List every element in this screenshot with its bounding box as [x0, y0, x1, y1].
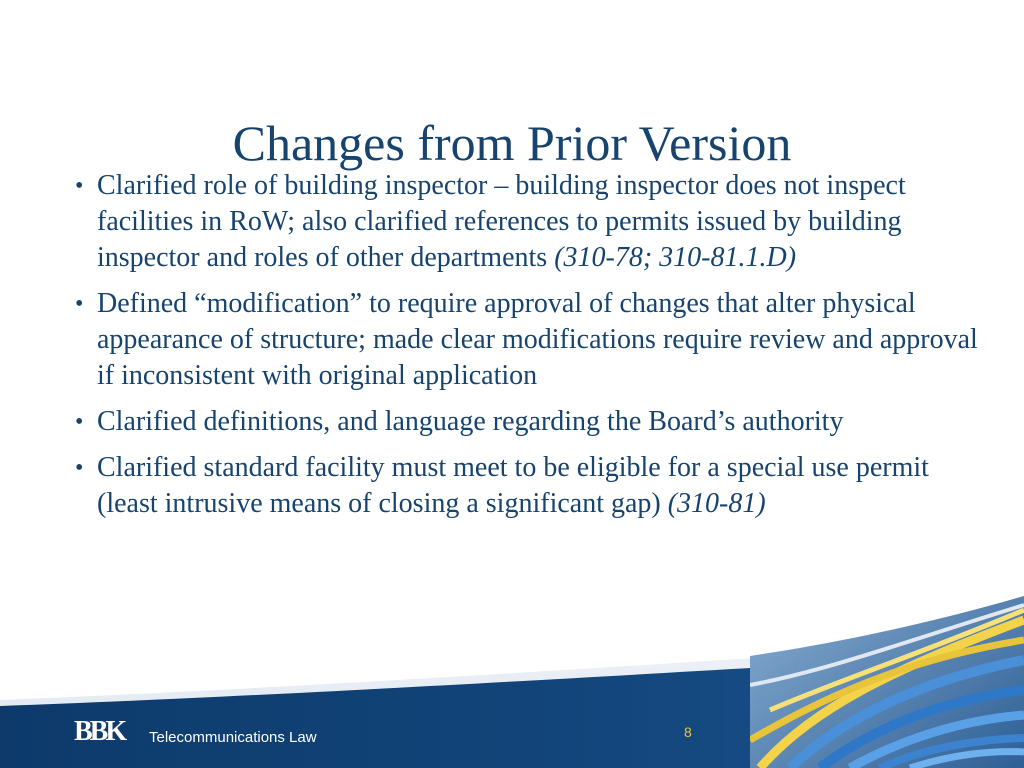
logo-text: BBK	[74, 716, 125, 747]
bullet-list	[75, 168, 985, 532]
bullet-item	[75, 286, 985, 394]
bullet-text: Clarified role of building inspector – building inspector does not inspect facilities in RoW; also clarified references to permits issued by building inspector and roles of other departments	[97, 170, 906, 273]
bullet-citation: (310-78; 310-81.1.D)	[554, 242, 797, 273]
bbk-logo	[74, 718, 124, 746]
bullet-citation: (310-81)	[667, 488, 766, 519]
bullet-item	[75, 450, 985, 522]
bullet-text: Defined “modification” to require approval of changes that alter physical appearance of structure; made clear modifications require review and approval if inconsistent with original application	[97, 288, 978, 391]
page-number: 8	[684, 724, 692, 740]
bullet-text: Clarified standard facility must meet to be eligible for a special use permit (least intrusive means of closing a significant gap)	[97, 452, 929, 519]
slide-title: Changes from Prior Version	[232, 114, 792, 171]
fiber-optic-cables-image	[750, 560, 1024, 768]
bullet-text: Clarified definitions, and language regarding the Board’s authority	[97, 406, 844, 437]
footer-label: Telecommunications Law	[149, 729, 317, 746]
bullet-item	[75, 404, 985, 440]
bullet-item	[75, 168, 985, 276]
